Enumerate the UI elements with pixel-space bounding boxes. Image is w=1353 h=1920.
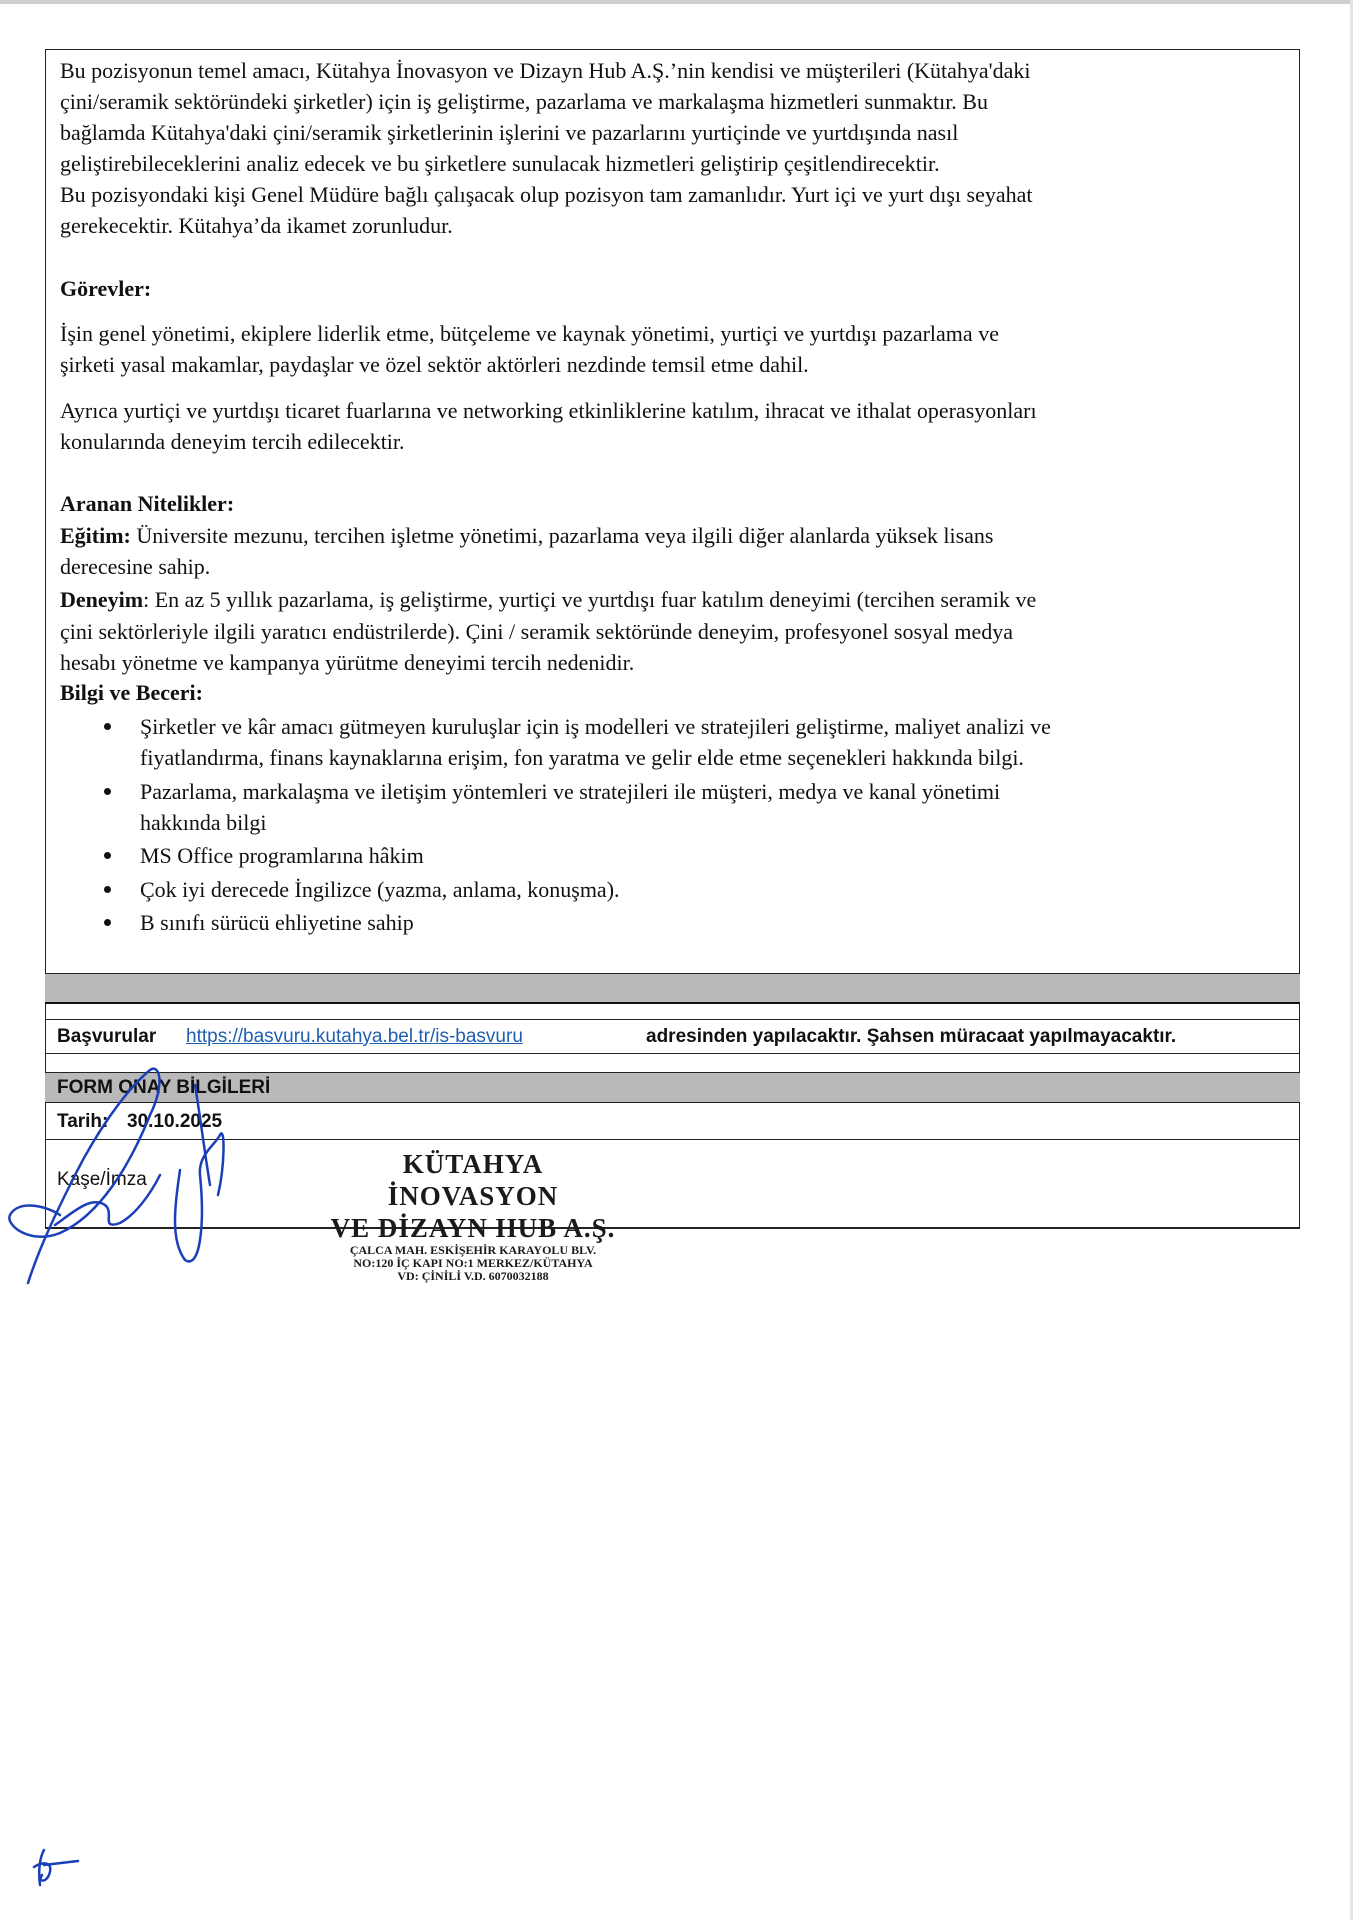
scan-edge [0, 0, 1353, 4]
stamp-line: KÜTAHYA İNOVASYON [387, 1149, 559, 1211]
application-suffix: adresinden yapılacaktır. Şahsen müracaat yapılmayacaktır. [646, 1026, 1177, 1047]
intro-line: çini/seramik sektöründeki şirketler) için iş geliştirme, pazarlama ve markalaşma hizmetleri sunmaktır. Bu [60, 89, 988, 114]
intro-line: bağlamda Kütahya'daki çini/seramik şirketlerinin işlerini ve pazarlarını yurtiçinde ve yurtdışında nasıl [60, 120, 959, 145]
education-text: derecesine sahip. [60, 554, 211, 579]
skill-text: B sınıfı sürücü ehliyetine sahip [140, 910, 414, 935]
skill-text: Çok iyi derecede İngilizce (yazma, anlama, konuşma). [140, 877, 620, 902]
duties-text: İşin genel yönetimi, ekiplere liderlik etme, bütçeleme ve kaynak yönetimi, yurtiçi ve yurtdışı pazarlama ve [60, 321, 999, 346]
stamp-line: ÇALCA MAH. ESKİŞEHİR KARAYOLU BLV. [349, 1243, 597, 1257]
application-label: Başvurular [57, 1026, 157, 1047]
duties-text: Ayrıca yurtiçi ve yurtdışı ticaret fuarlarına ve networking etkinliklerine katılım, ihracat ve ithalat operasyonları [60, 398, 1037, 423]
intro-line: Bu pozisyondaki kişi Genel Müdüre bağlı çalışacak olup pozisyon tam zamanlıdır. Yurt içi ve yurt dışı seyahat [60, 182, 1033, 207]
education-label: Eğitim: [60, 523, 131, 548]
approval-heading: FORM ONAY BİLGİLERİ [57, 1077, 271, 1098]
application-row [45, 1019, 1300, 1053]
stamp-line: NO:120 İÇ KAPI NO:1 MERKEZ/KÜTAHYA [353, 1256, 593, 1270]
skills-list [104, 711, 1051, 938]
date-label: Tarih: [57, 1111, 109, 1132]
qualifications-heading: Aranan Nitelikler: [60, 491, 235, 516]
stamp-line: VE DİZAYN HUB A.Ş. [330, 1213, 616, 1243]
duties-heading: Görevler: [60, 276, 152, 301]
education-line [60, 520, 994, 551]
skill-text: hakkında bilgi [140, 810, 267, 835]
separator-bar [45, 973, 1300, 1002]
education-text: Üniversite mezunu, tercihen işletme yönetimi, pazarlama veya ilgili diğer alanlarda yüksek lisans [130, 523, 994, 548]
skill-text: fiyatlandırma, finans kaynaklarına erişim, fon yaratma ve gelir elde etme seçenekleri hakkında bilgi. [140, 745, 1024, 770]
list-item [104, 874, 1051, 905]
signature-icon [0, 1055, 270, 1295]
list-item [104, 711, 1051, 773]
intro-line: geliştirebileceklerini analiz edecek ve bu şirketlere sunulacak hizmetleri geliştirip çeşitlendirecektir. [60, 151, 940, 176]
list-item [104, 907, 1051, 938]
intro-line: Bu pozisyonun temel amacı, Kütahya İnovasyon ve Dizayn Hub A.Ş.’nin kendisi ve müşterileri (Kütahya'daki [60, 58, 1031, 83]
spacer-row [45, 1002, 1300, 1019]
list-item [104, 840, 1051, 871]
application-link[interactable]: https://basvuru.kutahya.bel.tr/is-basvuru [186, 1026, 523, 1047]
date-value: 30.10.2025 [127, 1111, 223, 1132]
skills-heading: Bilgi ve Beceri: [60, 680, 203, 705]
duties-text: konularında deneyim tercih edilecektir. [60, 429, 405, 454]
list-item [104, 776, 1051, 838]
experience-text: hesabı yönetme ve kampanya yürütme deneyimi tercih nedenidir. [60, 650, 635, 675]
stamp-line: VD: ÇİNİLİ V.D. 6070032188 [397, 1269, 549, 1283]
company-stamp [318, 1148, 628, 1283]
experience-text: çini sektörleriyle ilgili yaratıcı endüstrilerde). Çini / seramik sektöründe deneyim, profesyonel sosyal medya [60, 619, 1014, 644]
skill-text: MS Office programlarına hâkim [140, 843, 424, 868]
initial-mark-icon [30, 1845, 90, 1890]
experience-text: : En az 5 yıllık pazarlama, iş geliştirme, yurtiçi ve yurtdışı fuar katılım deneyimi (tercihen seramik ve [143, 587, 1037, 612]
experience-line [60, 584, 1036, 615]
experience-label: Deneyim [60, 587, 144, 612]
skill-text: Pazarlama, markalaşma ve iletişim yöntemleri ve stratejileri ile müşteri, medya ve kanal yönetimi [140, 779, 1001, 804]
skill-text: Şirketler ve kâr amacı gütmeyen kuruluşlar için iş modelleri ve stratejileri geliştirme, maliyet analizi ve [140, 714, 1051, 739]
signature-label: Kaşe/İmza [57, 1169, 147, 1190]
duties-text: şirketi yasal makamlar, paydaşlar ve özel sektör aktörleri nezdinde temsil etme dahil. [60, 352, 809, 377]
intro-line: gerekecektir. Kütahya’da ikamet zorunludur. [60, 213, 453, 238]
